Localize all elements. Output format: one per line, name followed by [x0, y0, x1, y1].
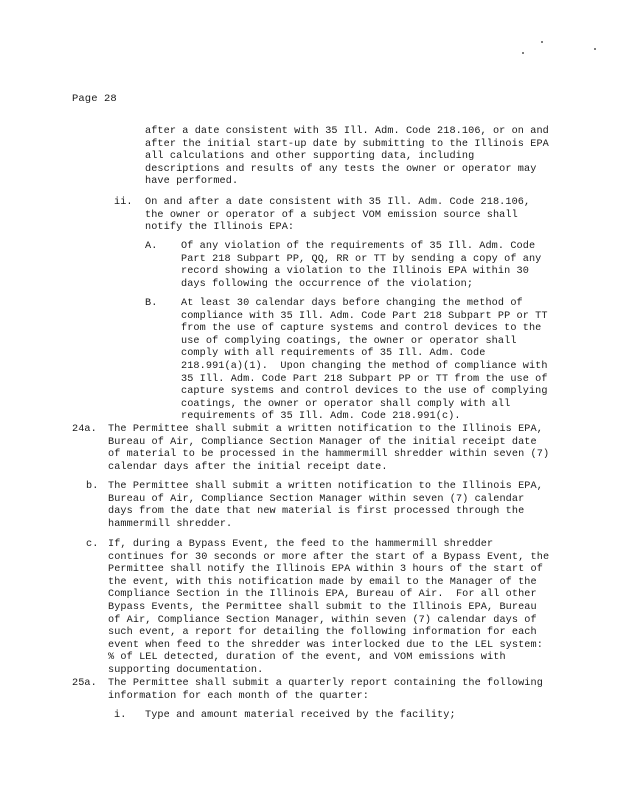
text-line: If, during a Bypass Event, the feed to the hammermill shredder	[108, 539, 494, 550]
text-line: coatings, the owner or operator shall comply with all	[181, 398, 511, 410]
text-line: the event, with this notification made by email to the Manager of the	[108, 576, 537, 588]
text-line: % of LEL detected, duration of the event, and VOM emissions with	[108, 652, 506, 664]
text-line: notify the Illinois EPA:	[145, 222, 295, 234]
text-line: Part 218 Subpart PP, QQ, RR or TT by sending a copy of any	[181, 253, 542, 265]
text-line: of material to be processed in the hammermill shredder within seven (7)	[108, 449, 550, 461]
scan-speck	[594, 48, 596, 50]
text-line: days following the occurrence of the violation;	[181, 278, 474, 290]
page-number: Page 28	[72, 93, 117, 105]
text-line: comply with all requirements of 35 Ill. Adm. Code	[181, 348, 486, 360]
text-line: of Air, Compliance Section Manager, within seven (7) calendar days of	[108, 614, 537, 626]
text-line: continues for 30 seconds or more after the start of a Bypass Event, the	[108, 551, 550, 563]
item-label: c.	[86, 539, 99, 550]
text-line: Bureau of Air, Compliance Section Manager of the initial receipt date	[108, 436, 537, 448]
text-line: Bureau of Air, Compliance Section Manager within seven (7) calendar	[108, 493, 525, 505]
text-line: information for each month of the quarter:	[108, 690, 369, 702]
text-line: days from the date that new material is first processed through the	[108, 506, 525, 518]
text-line: The Permittee shall submit a quarterly report containing the following	[108, 678, 543, 689]
text-line: Bypass Events, the Permittee shall submit to the Illinois EPA, Bureau	[108, 602, 537, 613]
item-label: 25a.	[72, 678, 97, 689]
text-line: 35 Ill. Adm. Code Part 218 Subpart PP or TT from the use of	[181, 373, 548, 385]
text-line: calendar days after the initial receipt date.	[108, 461, 388, 473]
text-line: have performed.	[145, 176, 239, 188]
item-label: 24a.	[72, 424, 97, 435]
text-line: hammermill shredder.	[108, 518, 233, 530]
text-line: Compliance Section in the Illinois EPA, Bureau of Air. For all other	[108, 589, 537, 601]
text-line: The Permittee shall submit a written notification to the Illinois EPA,	[108, 481, 543, 492]
text-line: use of complying coatings, the owner or operator shall	[181, 335, 517, 347]
item-label: A.	[145, 241, 158, 252]
text-line: requirements of 35 Ill. Adm. Code 218.991(c).	[181, 411, 461, 423]
text-line: compliance with 35 Ill. Adm. Code Part 218 Subpart PP or TT	[181, 310, 548, 322]
text-line: Of any violation of the requirements of 35 Ill. Adm. Code	[181, 241, 536, 252]
text-line: from the use of capture systems and control devices to the	[181, 323, 542, 335]
text-line: after the initial start-up date by submitting to the Illinois EPA	[145, 138, 549, 150]
text-line: all calculations and other supporting data, including	[145, 151, 475, 163]
item-label: B.	[145, 298, 158, 309]
item-label: ii.	[114, 197, 133, 208]
text-line: such event, a report for detailing the following information for each	[108, 627, 537, 639]
text-line: the owner or operator of a subject VOM emission source shall	[145, 209, 518, 221]
text-line: 218.991(a)(1). Upon changing the method of compliance with	[181, 361, 548, 372]
scan-speck	[522, 52, 524, 54]
text-line: supporting documentation.	[108, 665, 264, 676]
text-line: descriptions and results of any tests the owner or operator may	[145, 163, 537, 175]
text-line: Permittee shall notify the Illinois EPA within 3 hours of the start of	[108, 564, 543, 576]
scan-speck	[541, 41, 543, 43]
text-line: after a date consistent with 35 Ill. Adm. Code 218.106, or on and	[145, 126, 549, 137]
text-line: Type and amount material received by the facility;	[145, 710, 456, 721]
text-line: At least 30 calendar days before changing the method of	[181, 298, 523, 309]
text-line: The Permittee shall submit a written notification to the Illinois EPA,	[108, 424, 543, 435]
text-line: On and after a date consistent with 35 Ill. Adm. Code 218.106,	[145, 197, 531, 208]
text-line: event when feed to the shredder was interlocked due to the LEL system:	[108, 639, 543, 651]
item-label: b.	[86, 481, 99, 492]
text-line: capture systems and control devices to the use of complying	[181, 386, 548, 398]
item-label: i.	[114, 710, 127, 721]
text-line: record showing a violation to the Illinois EPA within 30	[181, 266, 529, 278]
